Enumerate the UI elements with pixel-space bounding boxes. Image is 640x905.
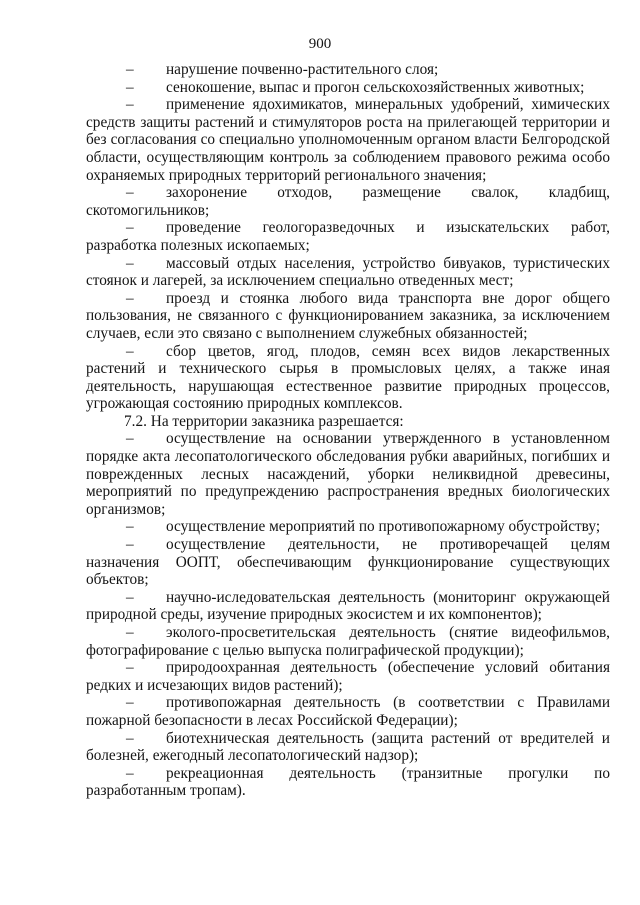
list-item xyxy=(86,255,610,290)
dash-marker: – xyxy=(126,289,134,307)
list-item-text: осуществление деятельности, не противоречащей целям назначения ООПТ, обеспечивающим функционирование существующих объектов; xyxy=(86,536,610,589)
list-item xyxy=(86,624,610,659)
list-item-text: осуществление на основании утвержденного в установленном порядке акта лесопатологического обследования рубки аварийных, погибших и поврежденных лесных насаждений, уборки неликвидной древесины, мероприятий по предупреждению распространения вредных биологических организмов; xyxy=(86,430,610,518)
list-item-text: проведение геологоразведочных и изыскательских работ, разработка полезных ископаемых; xyxy=(86,219,610,254)
dash-marker: – xyxy=(126,659,134,677)
dash-marker: – xyxy=(126,518,134,536)
dash-marker: – xyxy=(126,219,134,237)
document-body xyxy=(86,61,610,800)
dash-marker: – xyxy=(126,96,134,114)
dash-marker: – xyxy=(126,78,134,96)
list-item xyxy=(86,343,610,413)
list-item xyxy=(86,730,610,765)
list-item xyxy=(86,659,610,694)
prohibited-list xyxy=(86,61,610,413)
dash-marker: – xyxy=(126,536,134,554)
list-item-text: захоронение отходов, размещение свалок, кладбищ, скотомогильников; xyxy=(86,184,610,219)
list-item xyxy=(86,290,610,343)
list-item xyxy=(86,184,610,219)
list-item-text: нарушение почвенно-растительного слоя; xyxy=(166,61,439,78)
list-item-text: применение ядохимикатов, минеральных удобрений, химических средств защиты растений и стимуляторов роста на прилегающей территории и без согласования со специально уполномоченным органом власти Белгородской области, осуществляющим контроль за соблюдением правового режима особо охраняемых природных территорий регионального значения; xyxy=(86,96,610,184)
dash-marker: – xyxy=(126,254,134,272)
permitted-list xyxy=(86,430,610,799)
dash-marker: – xyxy=(126,729,134,747)
list-item-text: эколого-просветительская деятельность (снятие видеофильмов, фотографирование с целью выпуска полиграфической продукции); xyxy=(86,624,610,659)
list-item xyxy=(86,79,610,97)
page-number: 900 xyxy=(308,36,332,52)
list-item-text: научно-иследовательская деятельность (мониторинг окружающей природной среды, изучение природных экосистем и их компонентов); xyxy=(86,588,610,624)
list-item xyxy=(86,536,610,589)
list-item-text: природоохранная деятельность (обеспечение условий обитания редких и исчезающих видов растений); xyxy=(86,659,610,694)
dash-marker: – xyxy=(126,588,134,606)
dash-marker: – xyxy=(126,624,134,641)
dash-marker: – xyxy=(126,430,134,448)
list-item-text: противопожарная деятельность (в соответствии с Правилами пожарной безопасности в лесах Российской Федерации); xyxy=(86,694,610,729)
list-item xyxy=(86,430,610,518)
list-item xyxy=(86,61,610,79)
list-item-text: рекреационная деятельность (транзитные прогулки по разработанным тропам). xyxy=(86,764,610,800)
list-item-text: биотехническая деятельность (защита растений от вредителей и болезней, ежегодный лесопатологический надзор); xyxy=(86,729,610,765)
dash-marker: – xyxy=(126,342,134,360)
list-item-text: сбор цветов, ягод, плодов, семян всех видов лекарственных растений и технического сырья в промысловых целях, а также иная деятельность, нарушающая естественное развитие природных процессов, угрожающая состоянию природных комплексов. xyxy=(86,342,610,413)
list-item xyxy=(86,96,610,184)
dash-marker: – xyxy=(126,184,134,202)
dash-marker: – xyxy=(126,694,134,712)
list-item-text: массовый отдых населения, устройство бивуаков, туристических стоянок и лагерей, за исключением специально отведенных мест; xyxy=(86,254,610,290)
list-item-text: проезд и стоянка любого вида транспорта вне дорог общего пользования, не связанного с функционированием заказника, за исключением случаев, если это связано с выполнением служебных обязанностей; xyxy=(86,289,610,342)
dash-marker: – xyxy=(126,764,134,782)
list-item-text: осуществление мероприятий по противопожарному обустройству; xyxy=(166,518,601,536)
list-item xyxy=(86,765,610,800)
dash-marker: – xyxy=(126,61,134,78)
list-item xyxy=(86,589,610,624)
list-item xyxy=(86,219,610,254)
section-heading: 7.2. На территории заказника разрешается: xyxy=(124,412,404,430)
list-item xyxy=(86,518,610,536)
list-item xyxy=(86,694,610,729)
list-item-text: сенокошение, выпас и прогон сельскохозяйственных животных; xyxy=(166,78,585,96)
